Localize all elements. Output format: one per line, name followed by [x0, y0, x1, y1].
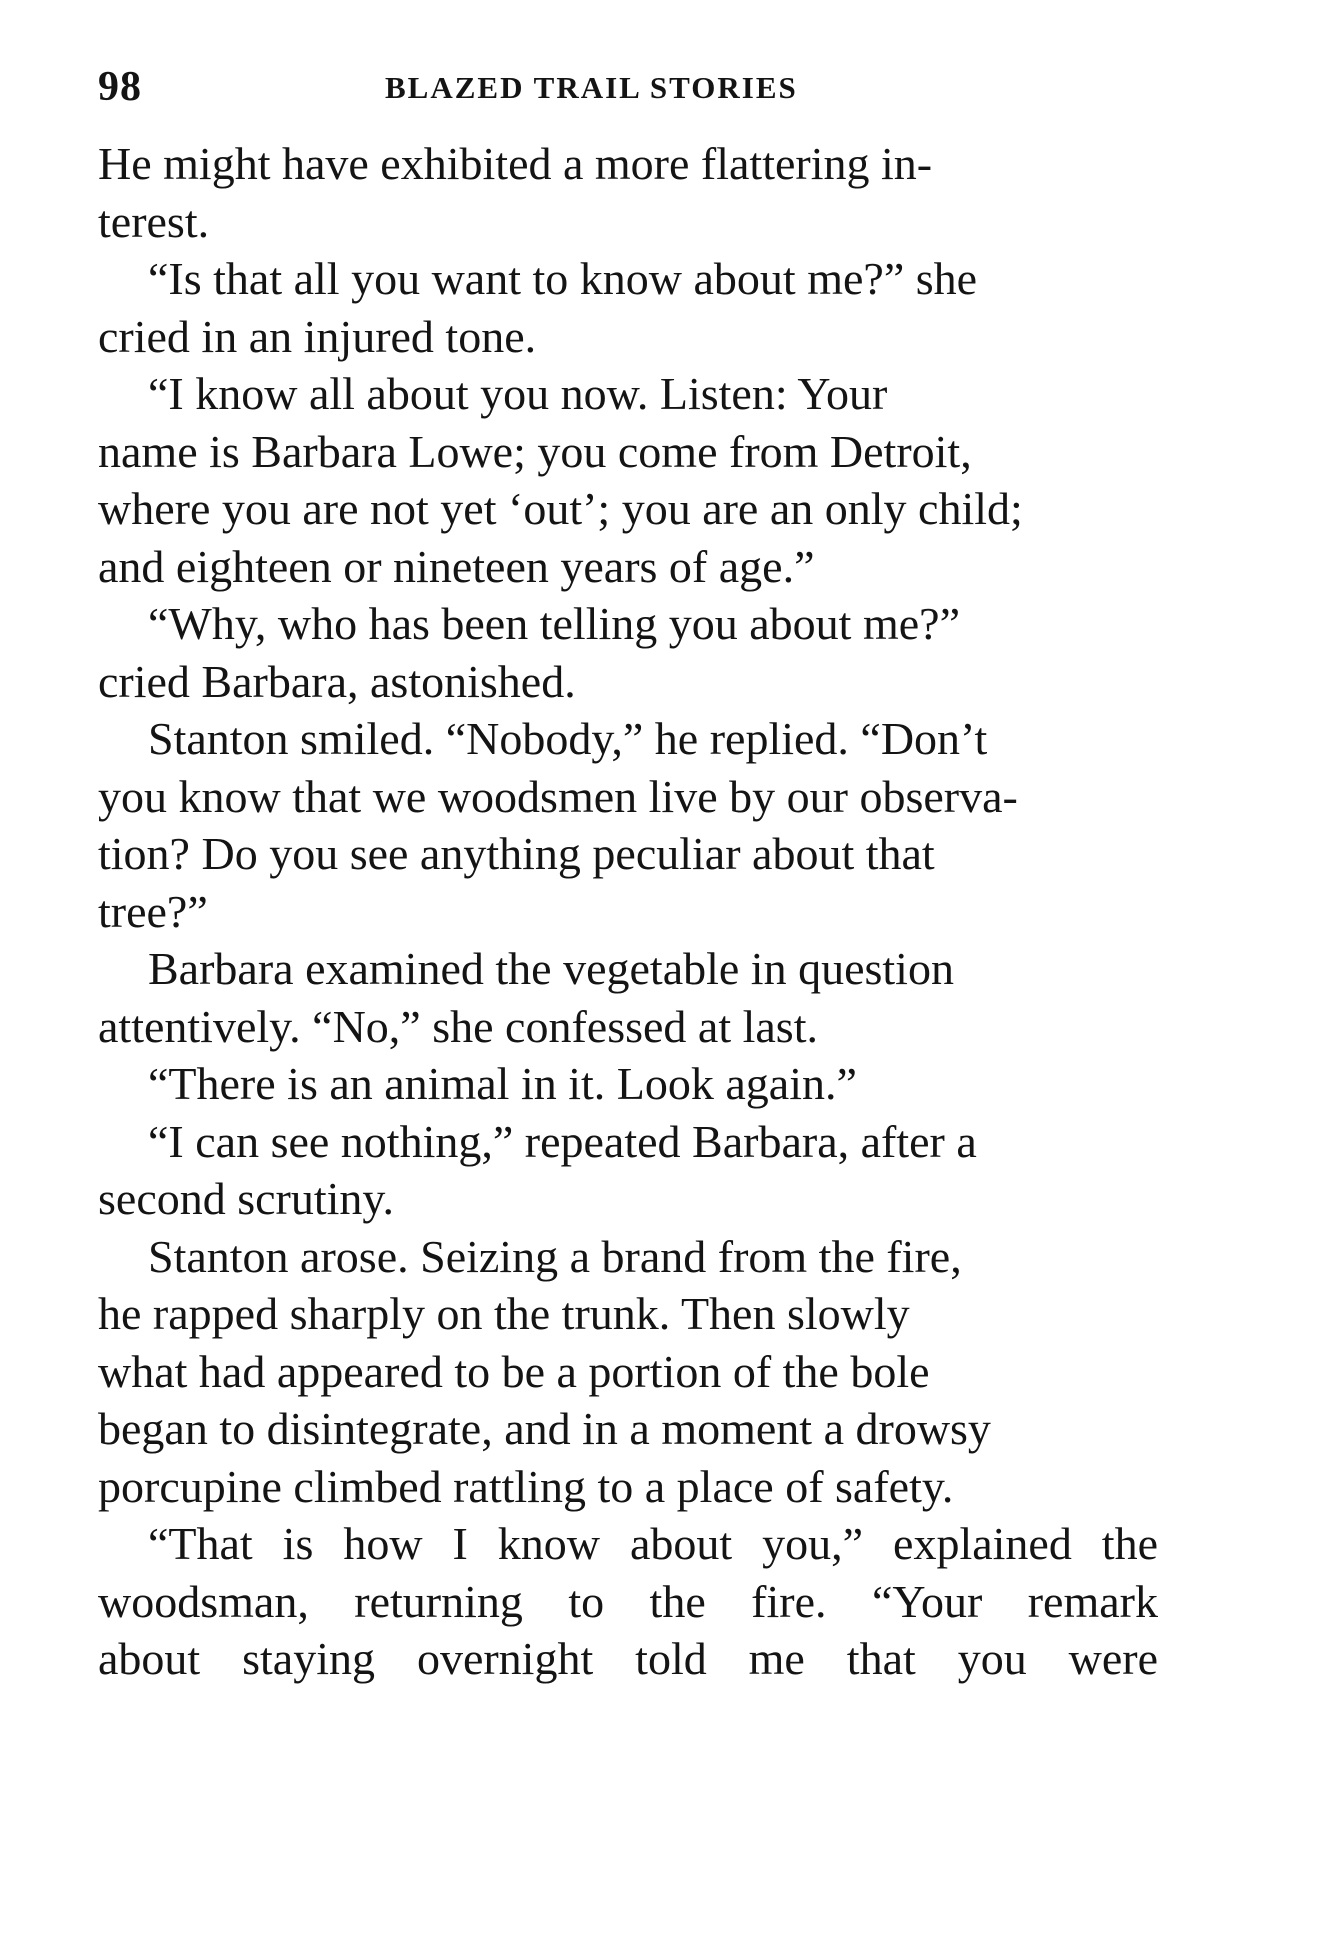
paragraph: “I know all about you now. Listen: Your name is Barbara Lowe; you come from Detroit, where you are not yet ‘out’; you are an only child; and eighteen or nineteen years of age.” — [98, 368, 1023, 592]
paragraph: “That is how I know about you,” explained the woodsman, returning to the fire. “Your remark about staying overnight told me that you were — [98, 1518, 1158, 1684]
paragraph: “There is an animal in it. Look again.” — [148, 1058, 857, 1109]
paragraph: Barbara examined the vegetable in question attentively. “No,” she confessed at last. — [98, 943, 954, 1052]
paragraph: “Why, who has been telling you about me?” cried Barbara, astonished. — [98, 598, 960, 707]
paragraph: Stanton smiled. “Nobody,” he replied. “Don’t you know that we woodsmen live by our observa- tion? Do you see anything peculiar about that tree?” — [98, 713, 1018, 937]
paragraph: “Is that all you want to know about me?” she cried in an injured tone. — [98, 253, 978, 362]
body-text — [98, 135, 1158, 1688]
running-title: BLAZED TRAIL STORIES — [385, 70, 798, 105]
paragraph: “I can see nothing,” repeated Barbara, after a second scrutiny. — [98, 1115, 977, 1224]
page-number: 98 — [98, 64, 142, 110]
page-header — [98, 62, 1158, 112]
paragraph: Stanton arose. Seizing a brand from the fire, he rapped sharply on the trunk. Then slowly what had appeared to be a portion of the bole began to disintegrate, and in a moment a drowsy porcupine climbed rattling to a place of safety. — [98, 1230, 991, 1512]
paragraph: He might have exhibited a more flattering in- terest. — [98, 138, 933, 247]
